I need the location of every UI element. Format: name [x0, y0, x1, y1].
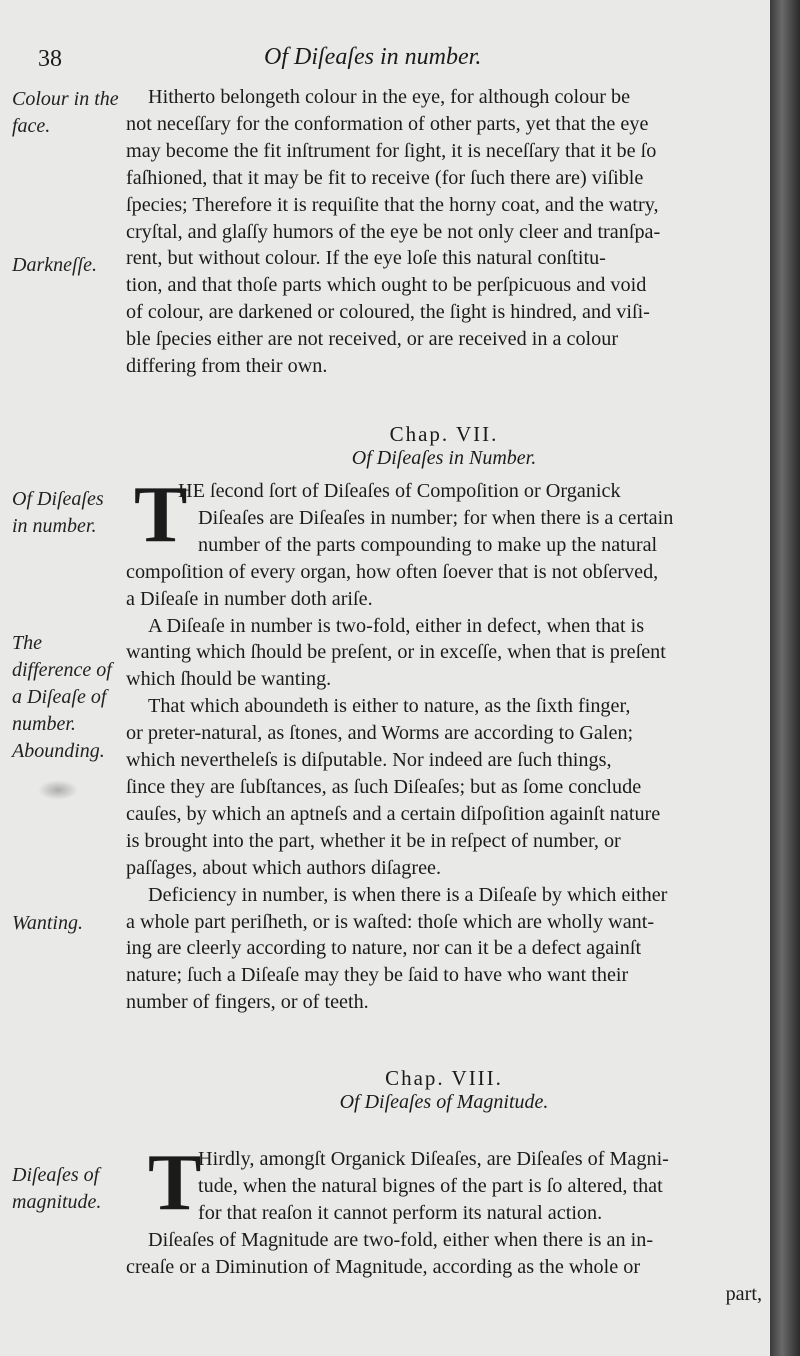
text-line: tion, and that thoſe parts which ought to be perſpicuous and void: [126, 274, 647, 297]
text-line: nature; ſuch a Diſeaſe may they be ſaid to have who want their: [126, 964, 629, 987]
text-line: of colour, are darkened or coloured, the ſight is hindred, and viſi-: [126, 301, 650, 324]
margin-note-magnitude: Diſeaſes of magnitude.: [12, 1164, 102, 1213]
margin-note-abounding: Abounding.: [12, 740, 105, 762]
text-line: is brought into the part, whether it be in reſpect of number, or: [126, 829, 621, 852]
text-line: A Diſeaſe in number is two-fold, either in defect, when that is: [148, 614, 645, 637]
text-line: number of fingers, or of teeth.: [126, 991, 369, 1014]
text-line: cryſtal, and glaſſy humors of the eye be not only cleer and tranſpa-: [126, 220, 661, 243]
text-line: cauſes, by which an aptneſs and a certain diſpoſition againſt nature: [126, 802, 661, 825]
text-line: faſhioned, that it may be fit to receive (for ſuch there are) viſible: [126, 166, 644, 189]
text-line: rent, but without colour. If the eye loſe this natural conſtitu-: [126, 247, 606, 270]
dropcap-letter: T: [134, 471, 188, 559]
margin-note-difference: The difference of a Diſeaſe of number.: [12, 632, 112, 735]
text-line: That which aboundeth is either to nature, as the ſixth finger,: [148, 695, 631, 718]
chapter-7-body: [126, 471, 762, 1016]
text-line: a whole part periſheth, or is waſted: thoſe which are wholly want-: [126, 910, 655, 933]
text-line: Diſeaſes are Diſeaſes in number; for when there is a certain: [198, 506, 674, 529]
catchword: part,: [725, 1282, 762, 1305]
margin-note-colour: Colour in the face.: [12, 88, 119, 137]
text-line: which ſhould be wanting.: [126, 668, 332, 691]
text-line: ſpecies; Therefore it is requiſite that the horny coat, and the watry,: [126, 193, 659, 216]
chapter-8-heading: [126, 1066, 762, 1114]
page-number: 38: [38, 46, 62, 72]
text-line: differing from their own.: [126, 355, 328, 378]
dropcap-letter: T: [148, 1139, 202, 1227]
text-line: Hirdly, amongſt Organick Diſeaſes, are Diſeaſes of Magni-: [198, 1148, 669, 1170]
text-line: wanting which ſhould be preſent, or in exceſſe, when that is preſent: [126, 641, 666, 664]
chapter-number: Chap. VII.: [389, 422, 499, 446]
text-line: ing are cleerly according to nature, nor can it be a defect againſt: [126, 937, 642, 960]
margin-note-diseases-number: Of Diſeaſes in number.: [12, 488, 104, 537]
dropcap-paragraph: [126, 1139, 762, 1227]
text-line: or preter-natural, as ſtones, and Worms are according to Galen;: [126, 722, 634, 745]
text-line: may become the fit inſtrument for ſight, it is neceſſary that it be ſo: [126, 139, 657, 162]
chapter-title: Of Diſeaſes in Number.: [351, 447, 537, 469]
text-line: ble ſpecies either are not received, or are received in a colour: [126, 328, 619, 351]
margin-note-darknesse: Darkneſſe.: [12, 254, 97, 276]
text-line: ſince they are ſubſtances, as ſuch Diſeaſes; but as ſome conclude: [126, 775, 642, 798]
text-line: not neceſſary for the conformation of other parts, yet that the eye: [126, 112, 649, 135]
running-title: Of Diſeaſes in number.: [264, 44, 482, 70]
ink-smudge: [38, 780, 78, 800]
text-line: for that reaſon it cannot perform its natural action.: [198, 1201, 603, 1224]
chapter-7-heading: [126, 422, 762, 470]
chapter-title: Of Diſeaſes of Magnitude.: [339, 1091, 549, 1113]
text-line: a Diſeaſe in number doth ariſe.: [126, 587, 373, 610]
text-line: creaſe or a Diminution of Magnitude, according as the whole or: [126, 1255, 641, 1278]
text-line: Deficiency in number, is when there is a Diſeaſe by which either: [148, 883, 668, 906]
paragraph-colour: [126, 84, 762, 380]
text-line: HE ſecond ſort of Diſeaſes of Compoſition or Organick: [178, 480, 621, 502]
text-line: paſſages, about which authors diſagree.: [126, 856, 442, 879]
text-line: which nevertheleſs is diſputable. Nor indeed are ſuch things,: [126, 749, 612, 772]
running-head: [0, 38, 770, 78]
book-gutter-edge: [770, 0, 800, 1356]
text-line: tude, when the natural bignes of the part is ſo altered, that: [198, 1174, 663, 1197]
dropcap-paragraph: [126, 471, 762, 613]
text-line: Hitherto belongeth colour in the eye, for although colour be: [148, 86, 631, 108]
chapter-number: Chap. VIII.: [385, 1066, 503, 1090]
margin-note-wanting: Wanting.: [12, 912, 83, 934]
text-line: Diſeaſes of Magnitude are two-fold, either when there is an in-: [148, 1228, 654, 1251]
text-line: compoſition of every organ, how often ſoever that is not obſerved,: [126, 560, 659, 583]
text-line: number of the parts compounding to make up the natural: [198, 533, 658, 556]
chapter-8-body: [126, 1139, 762, 1307]
